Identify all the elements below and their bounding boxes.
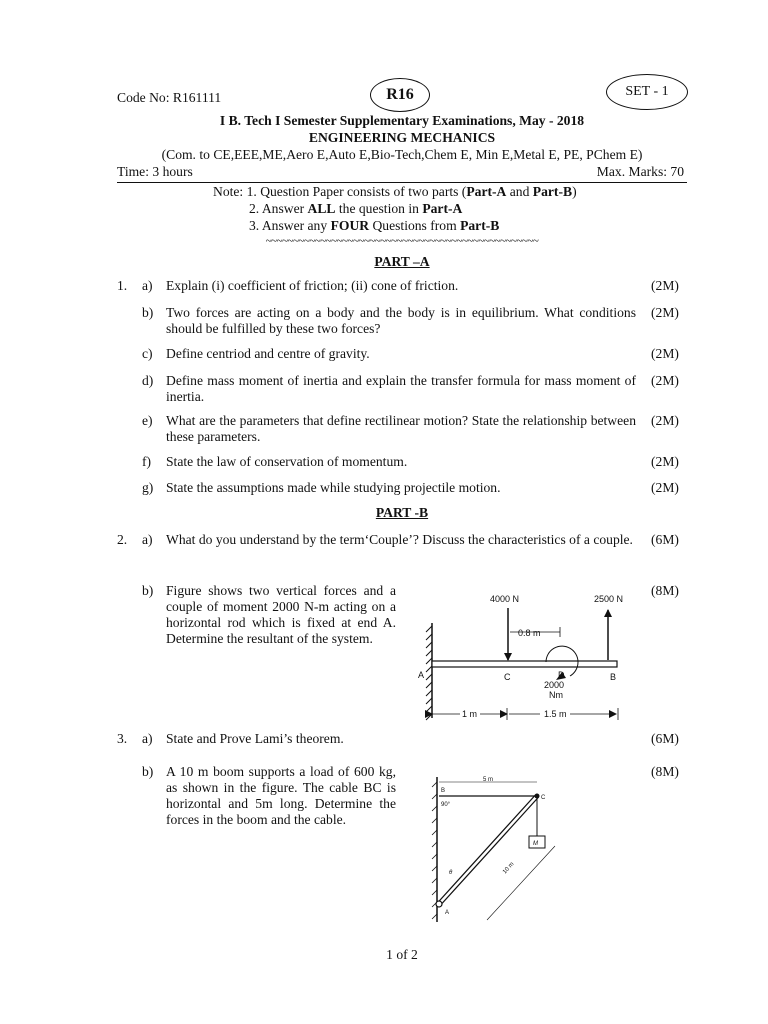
q3-theta-label: θ	[449, 870, 453, 876]
q3a-marks: (6M)	[651, 731, 679, 746]
exam-time: Time: 3 hours	[117, 164, 193, 179]
couple-label-value: 2000	[544, 680, 565, 690]
point-b-label: B	[610, 672, 617, 682]
joint-c	[535, 794, 540, 799]
q3-dim-boom-line	[487, 846, 555, 920]
question-3-number: 3.	[117, 731, 128, 746]
dim-1m-label: 1 m	[462, 709, 478, 719]
q1e-text: What are the parameters that define rectilinear motion? State the relationship between these parameters.	[166, 413, 636, 444]
q1g-text: State the assumptions made while studying projectile motion.	[166, 480, 501, 495]
point-d-label: D	[558, 670, 565, 680]
note-3: 3. Answer any FOUR Questions from Part-B	[249, 218, 500, 233]
q1e-marks: (2M)	[651, 413, 679, 428]
q3-dim-boom-label: 10 m	[502, 861, 516, 876]
point-a-label: A	[418, 670, 425, 680]
q3-dim-top-label: 5 m	[483, 777, 494, 783]
q1f-letter: f)	[142, 454, 152, 469]
q1c-marks: (2M)	[651, 346, 679, 361]
q3b-marks: (8M)	[651, 764, 679, 779]
regulation-badge: R16	[370, 78, 430, 112]
q3-angle-label: 90°	[441, 802, 451, 808]
q1c-text: Define centriod and centre of gravity.	[166, 346, 370, 361]
force-4000-label: 4000 N	[490, 594, 520, 604]
dim-0-8-label: 0.8 m	[518, 628, 541, 638]
q1b-letter: b)	[142, 305, 154, 320]
q1a-marks: (2M)	[651, 278, 679, 293]
q1d-marks: (2M)	[651, 373, 679, 388]
subject-title: ENGINEERING MECHANICS	[308, 130, 496, 145]
point-c-label: C	[504, 672, 511, 682]
q3b-letter: b)	[142, 764, 154, 779]
q1c-letter: c)	[142, 346, 153, 361]
q3-point-c: C	[541, 795, 546, 801]
q2b-text: Figure shows two vertical forces and a couple of moment 2000 N-m acting on a horizontal rod which is fixed at end A. Determine the resultant of the system.	[166, 583, 396, 646]
q3b-figure	[425, 772, 565, 932]
q1d-letter: d)	[142, 373, 154, 388]
q1g-marks: (2M)	[651, 480, 679, 495]
question-1-number: 1.	[117, 278, 128, 293]
q2b-marks: (8M)	[651, 583, 679, 598]
set-badge: SET - 1	[606, 74, 688, 110]
part-b-heading: PART -B	[375, 505, 429, 520]
q3a-text: State and Prove Lami’s theorem.	[166, 731, 344, 746]
q1b-text: Two forces are acting on a body and the body is in equilibrium. What conditions should be fulfilled by these two forces?	[166, 305, 636, 336]
question-2-number: 2.	[117, 532, 128, 547]
page-number: 1 of 2	[386, 947, 418, 962]
couple-label-unit: Nm	[549, 690, 563, 700]
joint-a	[436, 901, 442, 907]
q1d-text: Define mass moment of inertia and explain the transfer formula for mass moment of inertia.	[166, 373, 636, 404]
q3-point-a: A	[445, 910, 450, 916]
code-number: Code No: R161111	[117, 90, 222, 105]
q2b-letter: b)	[142, 583, 154, 598]
force-2500-label: 2500 N	[594, 594, 624, 604]
q3b-text: A 10 m boom supports a load of 600 kg, as shown in the figure. The cable BC is horizontal and 5m long. Determine the forces in the boom and the cable.	[166, 764, 396, 827]
q1a-letter: a)	[142, 278, 153, 293]
q3a-letter: a)	[142, 731, 153, 746]
q1f-marks: (2M)	[651, 454, 679, 469]
q2b-figure	[410, 588, 640, 728]
exam-title: I B. Tech I Semester Supplementary Examinations, May - 2018	[219, 113, 585, 128]
q2a-marks: (6M)	[651, 532, 679, 547]
part-a-heading: PART –A	[374, 254, 430, 269]
branches: (Com. to CE,EEE,ME,Aero E,Auto E,Bio-Tech,Chem E, Min E,Metal E, PE, PChem E)	[161, 147, 643, 162]
q3-point-b: B	[441, 788, 446, 794]
q1g-letter: g)	[142, 480, 154, 495]
max-marks: Max. Marks: 70	[596, 164, 684, 179]
horizontal-rod	[432, 661, 617, 667]
q1a-text: Explain (i) coefficient of friction; (ii) cone of friction.	[166, 278, 459, 293]
tilde-divider: ~~~~~~~~~~~~~~~~~~~~~~~~~~~~~~~~~~~~~~~~~~~~~~~~~~	[265, 235, 539, 247]
note-1: Note: 1. Question Paper consists of two parts (Part-A and Part-B)	[213, 184, 577, 199]
q1b-marks: (2M)	[651, 305, 679, 320]
mass-label: M	[533, 841, 538, 847]
q2a-letter: a)	[142, 532, 153, 547]
q2a-text: What do you understand by the term‘Couple’? Discuss the characteristics of a couple.	[166, 532, 633, 547]
wall-hatching	[426, 626, 432, 720]
q1f-text: State the law of conservation of momentum.	[166, 454, 408, 469]
note-2: 2. Answer ALL the question in Part-A	[249, 201, 463, 216]
q1e-letter: e)	[142, 413, 153, 428]
dim-1-5m-label: 1.5 m	[544, 709, 567, 719]
header-rule	[117, 182, 687, 183]
